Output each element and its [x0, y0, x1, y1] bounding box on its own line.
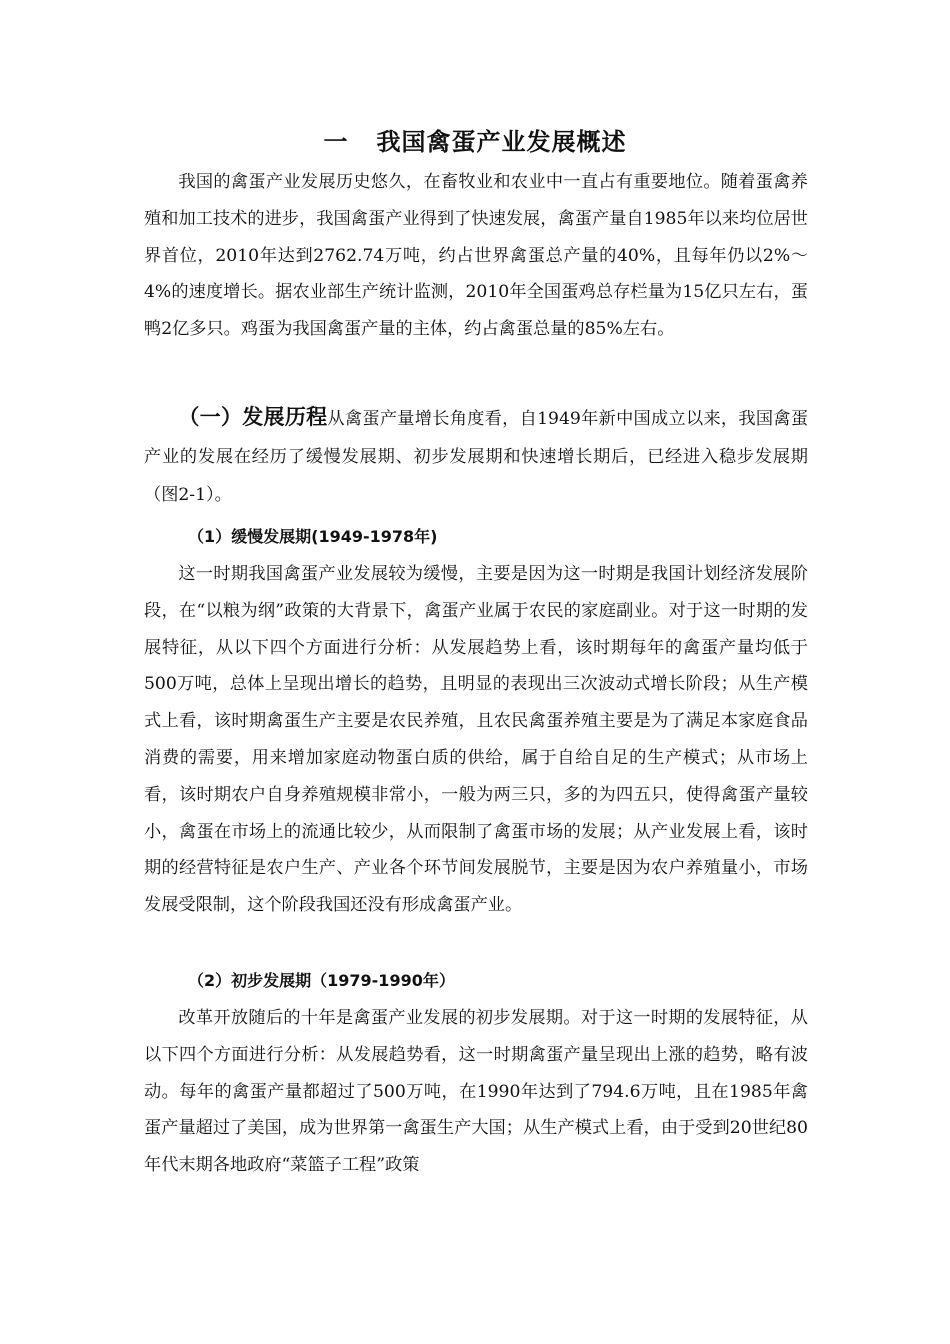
intro-section — [144, 164, 808, 348]
period2-paragraph: 改革开放随后的十年是禽蛋产业发展的初步发展期。对于这一时期的发展特征，从以下四个方面进行分析：从发展趋势看，这一时期禽蛋产量呈现出上涨的趋势，略有波动。每年的禽蛋产量都超过了500万吨，在1990年达到了794.6万吨，且在1985年禽蛋产量超过了美国，成为世界第一禽蛋生产大国；从生产模式上看，由于受到20世纪80年代末期各地政府“菜篮子工程”政策 — [144, 1008, 808, 1176]
section-heading: （一）发展历程 — [178, 405, 328, 429]
title-text: 我国禽蛋产业发展概述 — [376, 128, 627, 156]
section-body: 从禽蛋产量增长角度看，自1949年新中国成立以来，我国禽蛋产业的发展在经历了缓慢发展期、初步发展期和快速增长期后，已经进入稳步发展期（图2-1）。 — [144, 409, 809, 505]
development-history-section — [144, 398, 808, 514]
development-history-paragraph — [144, 398, 808, 514]
period1-section — [144, 556, 808, 924]
page-title — [0, 126, 950, 158]
period1-paragraph: 这一时期我国禽蛋产业发展较为缓慢，主要是因为这一时期是我国计划经济发展阶段，在“以粮为纲”政策的大背景下，禽蛋产业属于农民的家庭副业。对于这一时期的发展特征，从以下四个方面进行分析：从发展趋势上看，该时期每年的禽蛋产量均低于500万吨，总体上呈现出增长的趋势，且明显的表现出三次波动式增长阶段；从生产模式上看，该时期禽蛋生产主要是农民养殖，且农民禽蛋养殖主要是为了满足本家庭食品消费的需要，用来增加家庭动物蛋白质的供给，属于自给自足的生产模式；从市场上看，该时期农户自身养殖规模非常小，一般为两三只，多的为四五只，使得禽蛋产量较小，禽蛋在市场上的流通比较少，从而限制了禽蛋市场的发展；从产业发展上看，该时期的经营特征是农户生产、产业各个环节间发展脱节，主要是因为农户养殖量小，市场发展受限制，这个阶段我国还没有形成禽蛋产业。 — [144, 564, 808, 916]
period1-heading: （1）缓慢发展期(1949-1978年) — [188, 527, 438, 546]
period2-section — [144, 1000, 808, 1184]
period2-heading: （2）初步发展期（1979-1990年） — [188, 971, 455, 990]
title-number: 一 — [323, 128, 349, 156]
intro-paragraph: 我国的禽蛋产业发展历史悠久，在畜牧业和农业中一直占有重要地位。随着蛋禽养殖和加工技术的进步，我国禽蛋产业得到了快速发展，禽蛋产量自1985年以来均位居世界首位，2010年达到2762.74万吨，约占世界禽蛋总产量的40%，且每年仍以2%～4%的速度增长。据农业部生产统计监测，2010年全国蛋鸡总存栏量为15亿只左右，蛋鸭2亿多只。鸡蛋为我国禽蛋产量的主体，约占禽蛋总量的85%左右。 — [144, 172, 808, 340]
